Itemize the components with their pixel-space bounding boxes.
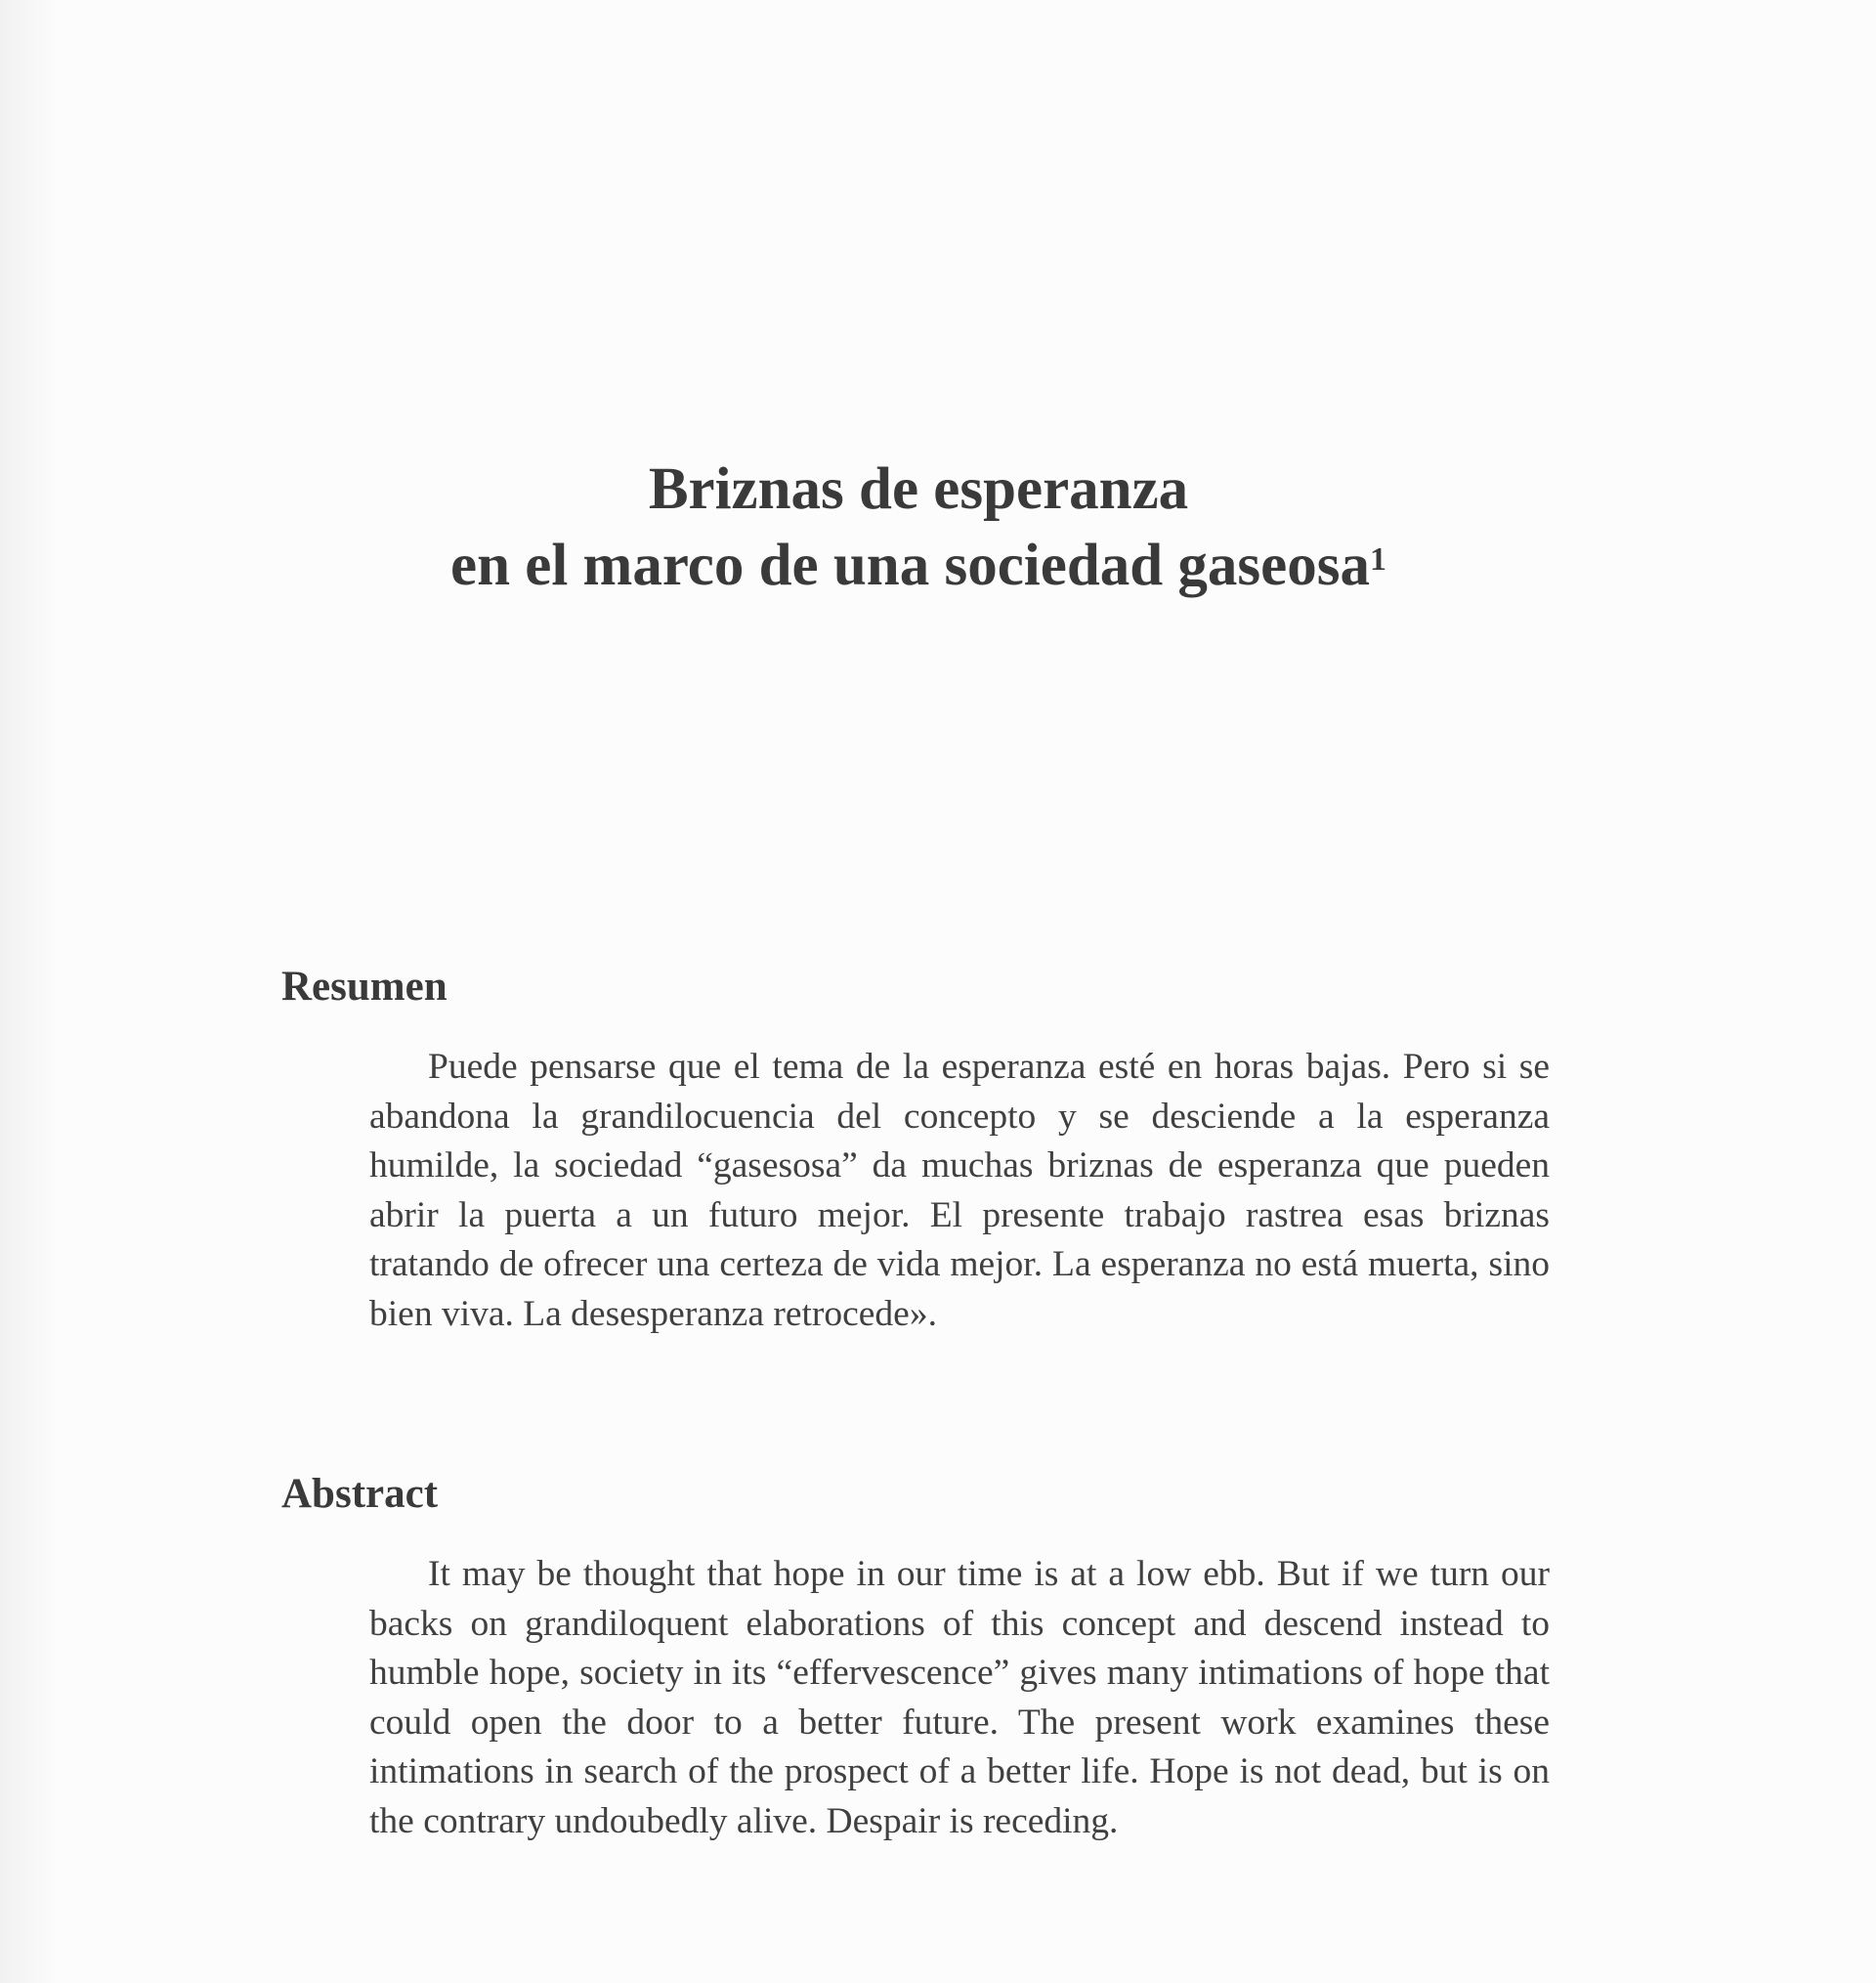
article-title xyxy=(0,452,1837,604)
abstract-heading: Abstract xyxy=(281,1471,439,1517)
title-line-2-text: en el marco de una sociedad gaseosa xyxy=(450,533,1370,598)
title-line-1: Briznas de esperanza xyxy=(648,456,1189,522)
abstract-paragraph: It may be thought that hope in our time is at a low ebb. But if we turn our backs on grandiloquent elaborations of this concept and descend instead to humble hope, society in its “effervescence” gives many intimations of hope that could open the door to a better future. The present work examines these intimations in search of the prospect of a better life. Hope is not dead, but is on the contrary undoubedly alive. Despair is receding. xyxy=(369,1554,1550,1841)
page-edge-shadow xyxy=(0,0,59,1983)
footnote-mark: 1 xyxy=(1369,541,1386,578)
resumen-paragraph: Puede pensarse que el tema de la esperanza esté en horas bajas. Pero si se abandona la grandilocuencia del concepto y se desciende a la esperanza humilde, la sociedad “gasesosa” da muchas briznas de esperanza que pueden abrir la puerta a un futuro mejor. El presente trabajo rastrea esas briznas tratando de ofrecer una certeza de vida mejor. La esperanza no está muerta, sino bien viva. La desesperanza retrocede». xyxy=(369,1047,1550,1334)
resumen-heading: Resumen xyxy=(281,964,448,1010)
title-line-2 xyxy=(0,528,1837,604)
